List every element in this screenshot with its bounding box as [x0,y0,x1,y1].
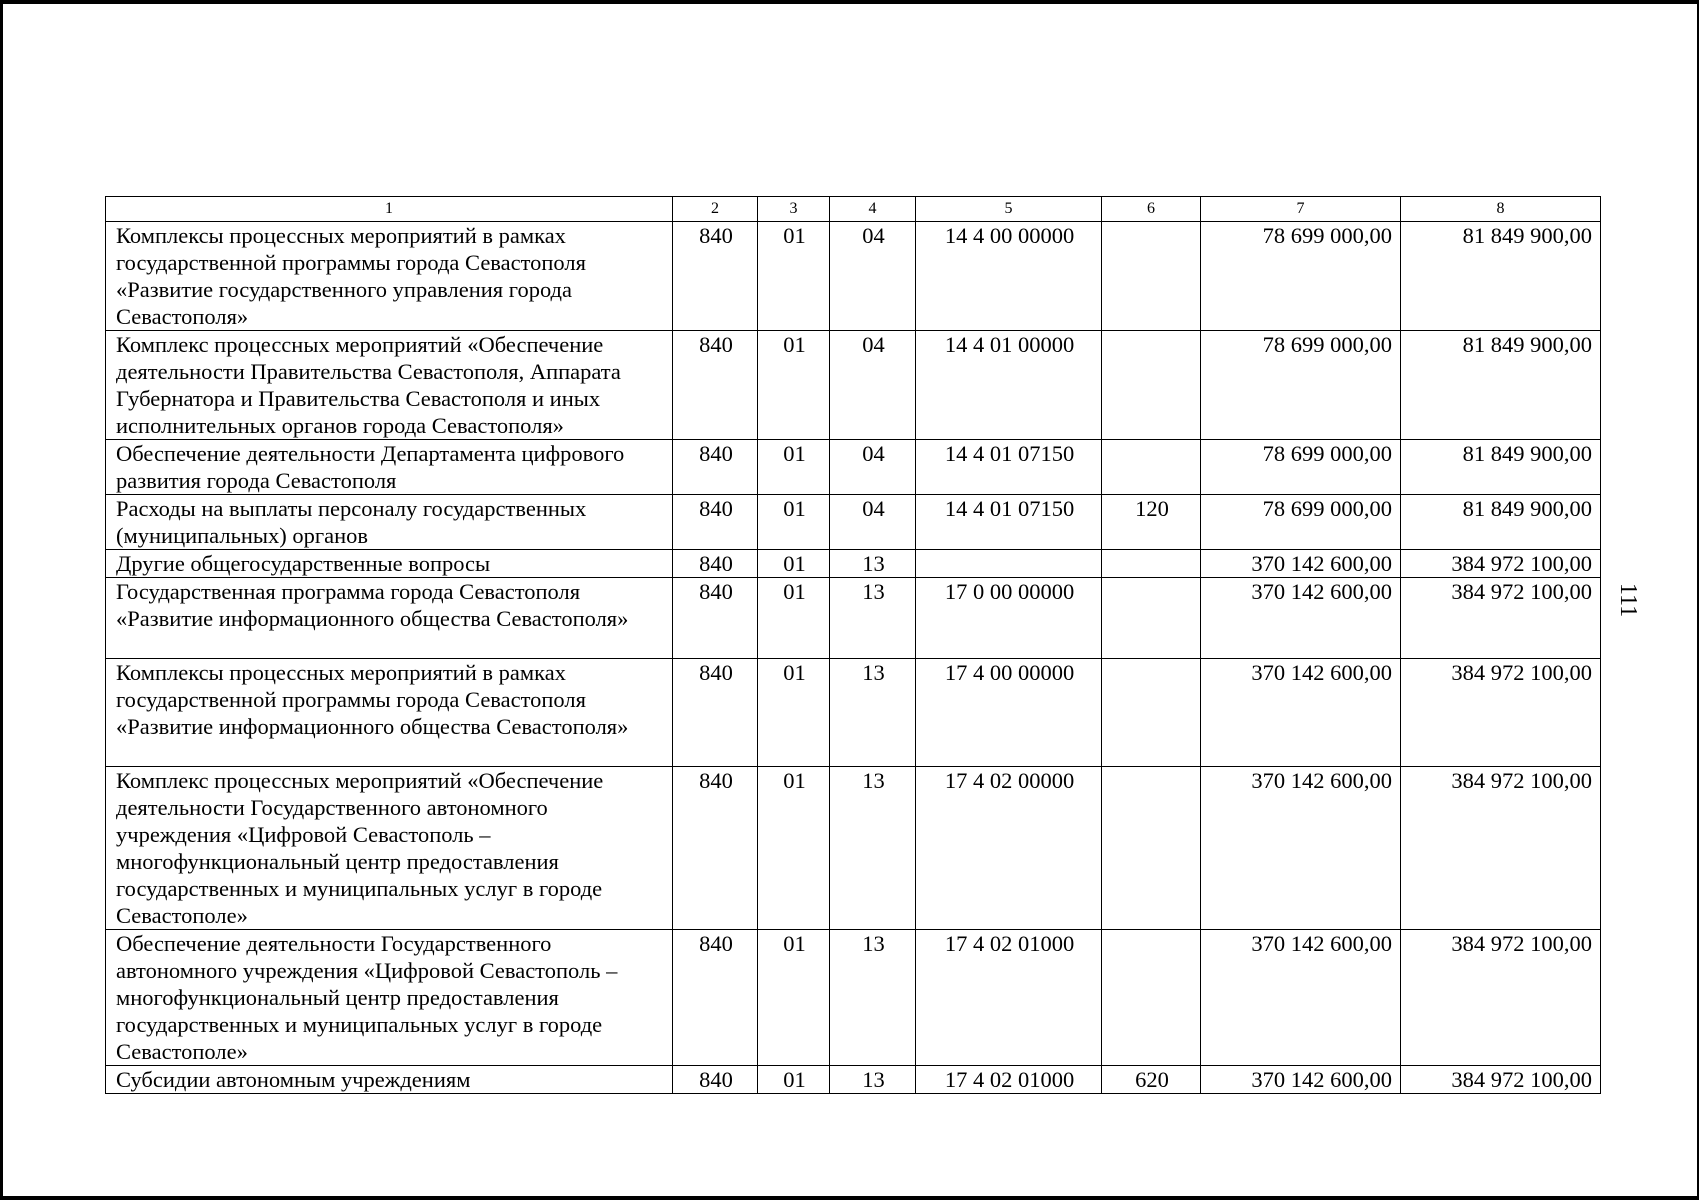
target-article-code: 14 4 00 00000 [916,222,1102,331]
section-code: 01 [758,222,830,331]
expense-type-code [1102,930,1201,1066]
amount-column-7: 370 142 600,00 [1201,767,1401,930]
amount-column-8: 384 972 100,00 [1401,578,1601,659]
expense-type-code [1102,550,1201,578]
subsection-code: 13 [830,767,916,930]
column-number: 1 [106,197,673,222]
amount-column-8: 384 972 100,00 [1401,659,1601,767]
target-article-code: 17 4 02 00000 [916,767,1102,930]
budget-table [105,196,1601,1094]
section-code: 01 [758,550,830,578]
row-name: Комплексы процессных мероприятий в рамках государственной программы города Севастополя «Развитие государственного управления города Севастополя» [106,222,673,331]
section-code: 01 [758,767,830,930]
ved-code: 840 [673,930,758,1066]
row-name: Обеспечение деятельности Государственного автономного учреждения «Цифровой Севастополь – многофункциональный центр предоставления государственных и муниципальных услуг в городе Севастополе» [106,930,673,1066]
subsection-code: 13 [830,659,916,767]
target-article-code: 17 0 00 00000 [916,578,1102,659]
amount-column-8: 81 849 900,00 [1401,222,1601,331]
table-row [106,578,1601,659]
ved-code: 840 [673,767,758,930]
table-row [106,440,1601,495]
subsection-code: 04 [830,331,916,440]
section-code: 01 [758,659,830,767]
target-article-code: 14 4 01 07150 [916,495,1102,550]
row-name: Комплексы процессных мероприятий в рамках государственной программы города Севастополя «Развитие информационного общества Севастополя» [106,659,673,767]
amount-column-8: 384 972 100,00 [1401,930,1601,1066]
ved-code: 840 [673,331,758,440]
ved-code: 840 [673,440,758,495]
row-name: Субсидии автономным учреждениям [106,1066,673,1094]
section-code: 01 [758,1066,830,1094]
row-name: Комплекс процессных мероприятий «Обеспечение деятельности Правительства Севастополя, Аппарата Губернатора и Правительства Севастополя и иных исполнительных органов города Севастополя» [106,331,673,440]
table-body [106,197,1601,1094]
row-name: Государственная программа города Севастополя «Развитие информационного общества Севастополя» [106,578,673,659]
column-number: 4 [830,197,916,222]
expense-type-code: 620 [1102,1066,1201,1094]
amount-column-7: 370 142 600,00 [1201,1066,1401,1094]
table-row [106,930,1601,1066]
table-row [106,1066,1601,1094]
table-row [106,550,1601,578]
expense-type-code [1102,578,1201,659]
target-article-code: 17 4 02 01000 [916,930,1102,1066]
section-code: 01 [758,578,830,659]
amount-column-7: 78 699 000,00 [1201,440,1401,495]
section-code: 01 [758,440,830,495]
column-number-row [106,197,1601,222]
target-article-code: 17 4 02 01000 [916,1066,1102,1094]
amount-column-7: 78 699 000,00 [1201,495,1401,550]
table-row [106,659,1601,767]
table-row [106,767,1601,930]
amount-column-8: 81 849 900,00 [1401,331,1601,440]
table-row [106,222,1601,331]
ved-code: 840 [673,495,758,550]
amount-column-8: 384 972 100,00 [1401,550,1601,578]
subsection-code: 13 [830,1066,916,1094]
table-row [106,331,1601,440]
amount-column-8: 81 849 900,00 [1401,440,1601,495]
ved-code: 840 [673,1066,758,1094]
row-name: Комплекс процессных мероприятий «Обеспечение деятельности Государственного автономного учреждения «Цифровой Севастополь – многофункциональный центр предоставления государственных и муниципальных услуг в городе Севастополе» [106,767,673,930]
ved-code: 840 [673,550,758,578]
row-name: Обеспечение деятельности Департамента цифрового развития города Севастополя [106,440,673,495]
amount-column-8: 384 972 100,00 [1401,767,1601,930]
page-number: 111 [1615,582,1641,618]
section-code: 01 [758,495,830,550]
table-row [106,495,1601,550]
expense-type-code [1102,767,1201,930]
target-article-code: 14 4 01 07150 [916,440,1102,495]
target-article-code [916,550,1102,578]
ved-code: 840 [673,659,758,767]
column-number: 3 [758,197,830,222]
target-article-code: 17 4 00 00000 [916,659,1102,767]
expense-type-code: 120 [1102,495,1201,550]
expense-type-code [1102,440,1201,495]
subsection-code: 13 [830,578,916,659]
amount-column-8: 81 849 900,00 [1401,495,1601,550]
column-number: 8 [1401,197,1601,222]
column-number: 6 [1102,197,1201,222]
amount-column-8: 384 972 100,00 [1401,1066,1601,1094]
section-code: 01 [758,331,830,440]
subsection-code: 13 [830,930,916,1066]
column-number: 2 [673,197,758,222]
subsection-code: 04 [830,222,916,331]
subsection-code: 04 [830,495,916,550]
target-article-code: 14 4 01 00000 [916,331,1102,440]
subsection-code: 04 [830,440,916,495]
ved-code: 840 [673,222,758,331]
expense-type-code [1102,659,1201,767]
row-name: Расходы на выплаты персоналу государственных (муниципальных) органов [106,495,673,550]
expense-type-code [1102,331,1201,440]
amount-column-7: 370 142 600,00 [1201,578,1401,659]
amount-column-7: 78 699 000,00 [1201,331,1401,440]
amount-column-7: 370 142 600,00 [1201,659,1401,767]
column-number: 5 [916,197,1102,222]
ved-code: 840 [673,578,758,659]
row-name: Другие общегосударственные вопросы [106,550,673,578]
column-number: 7 [1201,197,1401,222]
subsection-code: 13 [830,550,916,578]
expense-type-code [1102,222,1201,331]
amount-column-7: 78 699 000,00 [1201,222,1401,331]
amount-column-7: 370 142 600,00 [1201,930,1401,1066]
section-code: 01 [758,930,830,1066]
amount-column-7: 370 142 600,00 [1201,550,1401,578]
